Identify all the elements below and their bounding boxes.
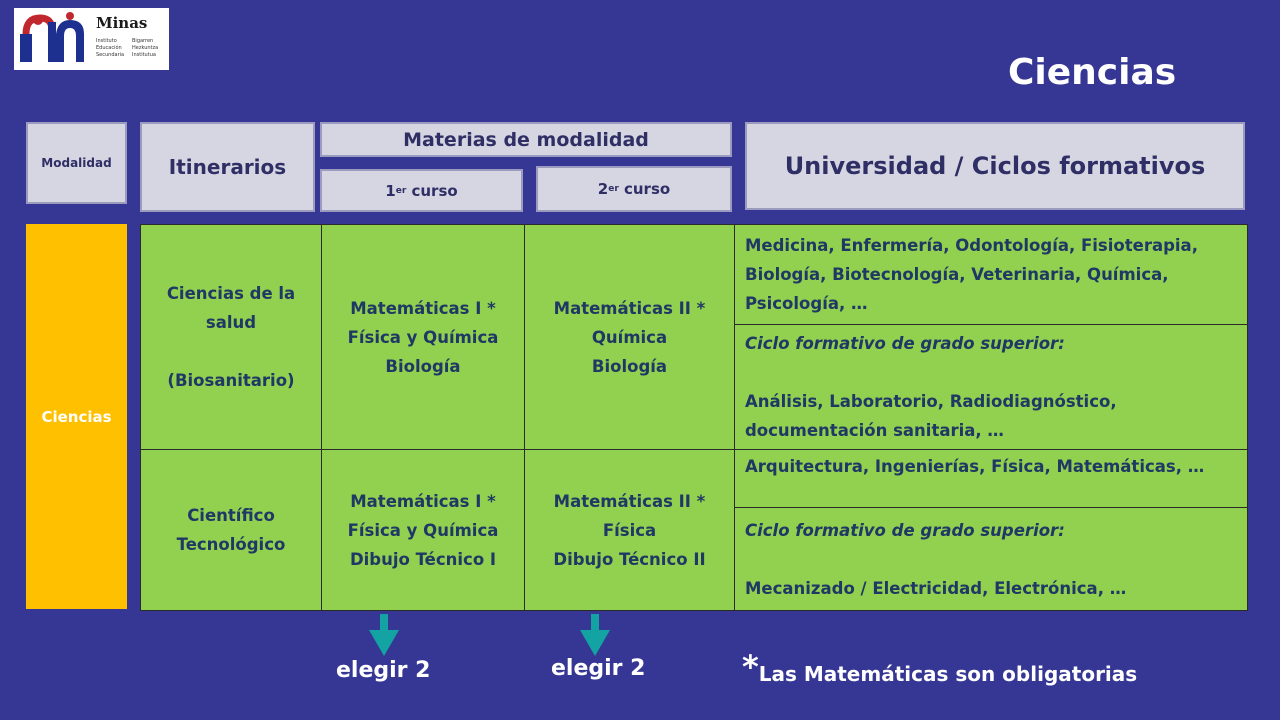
footnote xyxy=(742,648,1137,686)
arrow-down-icon xyxy=(580,614,610,656)
arrow-down-icon xyxy=(369,614,399,656)
header-itinerarios: Itinerarios xyxy=(140,122,315,212)
modalidad-ciencias-label: Ciencias xyxy=(26,224,127,609)
header-curso-1: 1 er curso xyxy=(320,169,523,212)
curso1-cell: Matemáticas I * Física y Química Dibujo Técnico I xyxy=(322,450,525,611)
itinerarios-table xyxy=(140,224,1248,611)
logo-name: Minas xyxy=(96,14,148,32)
curso2-cell: Matemáticas II * Física Dibujo Técnico II xyxy=(525,450,735,611)
footnote-text: Las Matemáticas son obligatorias xyxy=(758,662,1138,686)
curso2-cell: Matemáticas II * Química Biología xyxy=(525,225,735,450)
itinerario-cell: Científico Tecnológico xyxy=(141,450,322,611)
logo-subtitle-es: Instituto Educación Secundaria xyxy=(96,38,125,58)
header-universidad: Universidad / Ciclos formativos xyxy=(745,122,1245,210)
ciclo-cell: Ciclo formativo de grado superior: Mecanizado / Electricidad, Electrónica, … xyxy=(735,508,1248,611)
header-materias-modalidad: Materias de modalidad xyxy=(320,122,732,157)
header-curso-2: 2 er curso xyxy=(536,166,732,212)
page-title: Ciencias xyxy=(1008,52,1177,93)
universidad-cell: Medicina, Enfermería, Odontología, Fisioterapia, Biología, Biotecnología, Veterinaria, Química, Psicología, … xyxy=(735,225,1248,325)
header-modalidad: Modalidad xyxy=(26,122,127,204)
table-row xyxy=(141,450,1248,508)
logo-subtitle-eu: Bigarren Hezkuntza Institutua xyxy=(132,38,159,58)
table-row xyxy=(141,225,1248,325)
elegir-label-1: elegir 2 xyxy=(336,658,431,683)
elegir-label-2: elegir 2 xyxy=(551,656,646,681)
universidad-cell: Arquitectura, Ingenierías, Física, Matemáticas, … xyxy=(735,450,1248,508)
school-logo xyxy=(14,8,169,70)
minas-logo-icon xyxy=(18,12,90,66)
ciclo-cell: Ciclo formativo de grado superior: Análisis, Laboratorio, Radiodiagnóstico, documentación sanitaria, … xyxy=(735,325,1248,450)
footnote-star: * xyxy=(742,648,759,686)
curso1-cell: Matemáticas I * Física y Química Biología xyxy=(322,225,525,450)
itinerario-cell: Ciencias de la salud (Biosanitario) xyxy=(141,225,322,450)
